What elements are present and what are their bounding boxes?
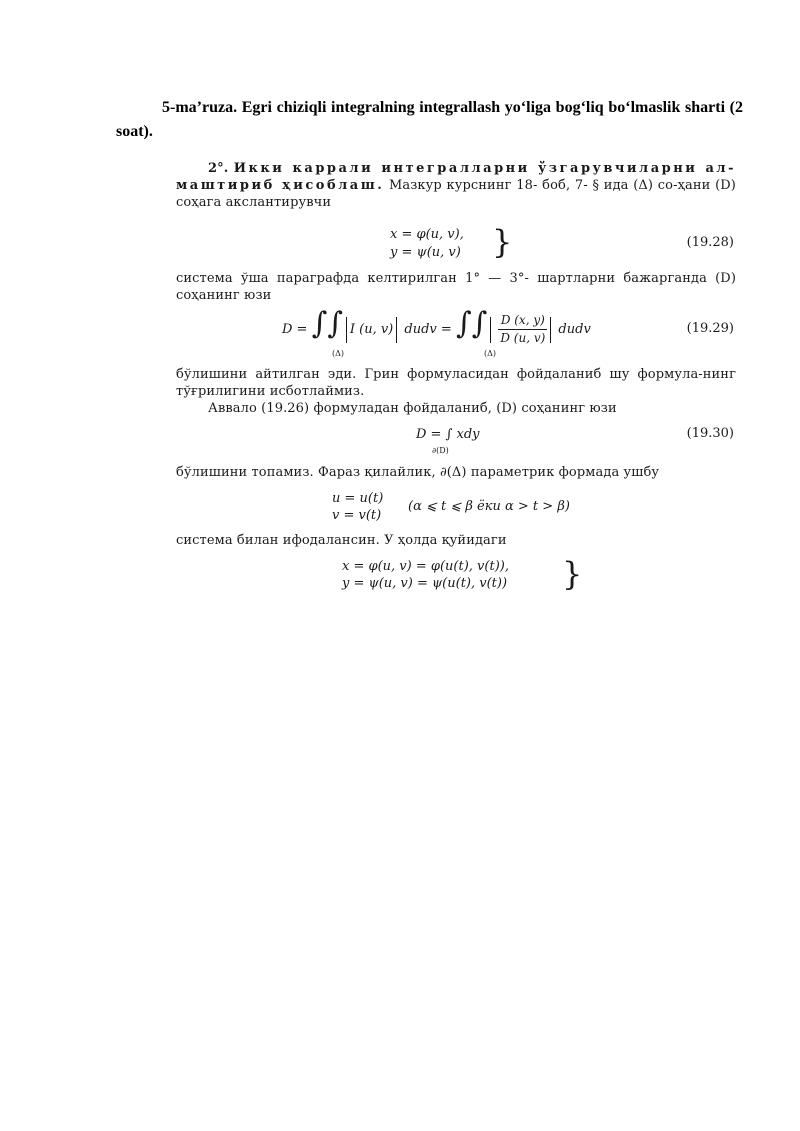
double-integral-sign: ∫∫ [455,306,488,341]
eq29-sub1: (Δ) [332,349,345,358]
eq31-line1: u = u(t) [332,491,384,506]
eq31-condition: (α ⩽ t ⩽ β ёки α > t > β) [408,499,570,514]
eq29-sub2: (Δ) [484,349,497,358]
paragraph-1 [176,160,736,211]
paragraph-6: система билан ифодалансин. У ҳолда қуйидаги [176,533,507,548]
right-brace: } [492,223,513,261]
double-integral-sign: ∫∫ [311,306,343,341]
eq31-line2: v = v(t) [332,508,382,523]
fraction-denominator: D (u, v) [500,331,546,345]
eq29-left: D = [282,322,308,337]
eq28-line1: x = φ(u, v), [390,227,464,242]
paragraph-4: Аввало (19.26) формуладан фойдаланиб, (D) соҳанинг юзи [208,401,617,416]
paragraph-3: бўлишини айтилган эди. Грин формуласидан фойдаланиб шу формула-нинг тўғрилигини исботлаймиз. [176,367,736,399]
eq28-number: (19.28) [686,235,734,250]
eq29 [282,306,591,347]
eq30-sub: ∂(D) [432,446,449,455]
eq32-line1: x = φ(u, v) = φ(u(t), v(t)), [342,559,509,574]
fraction-numerator: D (x, y) [498,312,547,330]
eq29-number: (19.29) [686,321,734,336]
eq30-number: (19.30) [686,426,734,441]
eq28-line2: y = ψ(u, v) [390,245,461,260]
scanned-textbook-excerpt [176,160,740,600]
lecture-heading: 5-ma’ruza. Egri chiziqli integralning integrallash yo‘liga bog‘liq bo‘lmaslik sharti (2 soat). [116,99,743,140]
section-title: Икки каррали интегралларни ўзгарувчиларни ал-маштириб ҳисоблаш. [176,161,736,193]
paragraph-1-text: Мазкур курснинг 18- боб, 7- § ида (Δ) со-ҳани (D) соҳага акслантирувчи [176,178,736,210]
paragraph-2: система ўша параграфда келтирилган 1° — 3°- шартларни бажарганда (D) соҳанинг юзи [176,271,736,303]
right-brace: } [562,555,583,593]
eq29-integrand: I (u, v) [349,322,394,337]
eq32-line2: y = ψ(u, v) = ψ(u(t), v(t)) [342,576,508,591]
jacobian-fraction [498,312,547,347]
eq29-dudv1: dudv = [404,322,452,337]
eq30: D = ∫ xdy [416,427,480,442]
section-number: 2°. [208,161,229,176]
paragraph-5: бўлишини топамиз. Фараз қилайлик, ∂(Δ) параметрик формада ушбу [176,465,660,480]
eq29-dudv2: dudv [558,322,591,337]
